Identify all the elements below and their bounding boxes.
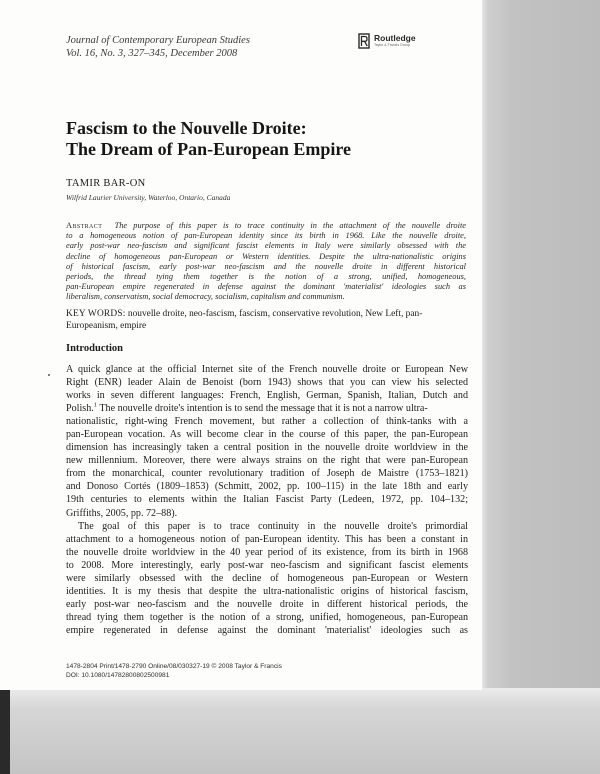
author-name: TAMIR BAR-ON [66,178,146,189]
keywords-text: nouvelle droite, neo-fascism, fascism, conservative revolution, New Left, pan-Europeanism, empire [66,309,423,331]
journal-name: Journal of Contemporary European Studies [66,35,250,46]
abstract-line: pan-European empire regenerated in defense against the dominant 'materialist' ideologies such as [66,282,466,292]
abstract [66,221,466,303]
journal-volume: Vol. 16, No. 3, 327–345, December 2008 [66,48,238,59]
abstract-line: of historical fascism, early post-war neo-fascism and the nouvelle droite in different historical [66,261,466,271]
introduction-body [66,363,468,637]
author-affiliation: Wilfrid Laurier University, Waterloo, Ontario, Canada [66,193,231,202]
title-line-1: Fascism to the Nouvelle Droite: [66,118,307,138]
publisher-name: Routledge [374,33,416,43]
body-line: early post-war neo-fascism and the nouvelle droite in different historical periods, the [66,598,468,610]
title-line-2: The Dream of Pan-European Empire [66,139,352,159]
keywords [66,309,470,332]
body-line: were similarly obsessed with the decline of homogeneous pan-European or Western [66,572,468,584]
footnote-marker[interactable]: 1 [93,401,98,409]
binding-edge [0,680,10,774]
body-line: attachment to a homogeneous notion of pan-European identity. This has been a constant in [66,533,468,545]
abstract-line: early post-war neo-fascism and significant fascist elements in Italy were similarly obsessed with the [66,241,466,251]
body-line: new millennium. Moreover, there were always strains on the right that were pan-European [66,455,468,467]
body-line: nationalistic, right-wing French movement, but rather a collection of think-tanks with a [66,416,468,428]
body-line: identities. It is my thesis that despite the ultra-nationalistic origins of historical fascism, [66,585,468,597]
body-line: and Donoso Cortés (1809–1853) (Schmitt, 2002, pp. 100–115) in the late 18th and early [66,481,468,493]
abstract-line: periods, the thread tying them together is the notion of a strong, unified, homogeneous, [66,272,466,282]
body-line: empire regenerated in defense against the dominant 'materialist' ideologies such as [66,624,468,636]
body-line: works in seven different languages: French, English, German, Spanish, Italian, Dutch and [66,390,468,402]
abstract-line: Abstract The purpose of this paper is to trace continuity in the attachment of the nouvelle droite [66,221,466,230]
section-heading-introduction: Introduction [66,343,123,354]
publication-footer [66,663,282,680]
body-line: Griffiths, 2005, pp. 72–88). [66,507,178,519]
body-line: 19th centuries to elements within the Italian Fascist Party (Ledeen, 1972, pp. 104–132; [66,494,468,506]
scan-shadow-bottom [0,688,600,774]
body-line: the nouvelle droite worldview in the 40 year period of its existence, from its birth in 1968 [66,546,468,558]
doi-line[interactable]: DOI: 10.1080/14782800802500981 [66,671,170,679]
abstract-line: to a homogeneous notion of pan-European identity since its birth in 1968. Like the nouvelle droite, [66,231,466,241]
body-line: thread tying them together is the notion of a strong, unified, homogeneous, pan-European [66,611,468,623]
abstract-line: decline of homogeneous pan-European or Western identities. Despite the ultra-nationalistic origins [66,251,466,261]
journal-citation [66,34,250,60]
body-line: from the monarchical, counter revolutionary tradition of Joseph de Maistre (1753–1821) [66,468,468,480]
body-line: pan-European vocation. As will become clear in the course of this paper, the pan-European [66,429,468,441]
issn-line: 1478-2804 Print/1478-2790 Online/08/030327-19 © 2008 Taylor & Francis [66,663,282,670]
keywords-label: KEY WORDS: [66,309,126,319]
abstract-line: liberalism, conservatism, social democracy, socialism, capitalism and communism. [66,292,345,302]
body-line: A quick glance at the official Internet site of the French nouvelle droite or European New [66,364,468,375]
publisher-tagline: Taylor & Francis Group [374,43,410,47]
routledge-r-logo-icon [358,33,370,49]
body-line: The goal of this paper is to trace continuity in the nouvelle droite's primordial [78,520,468,532]
body-line: Right (ENR) leader Alain de Benoist (born 1943) shows that you can view his selected [66,377,468,389]
article-title [66,118,351,160]
body-line: to 2008. More interestingly, early post-war neo-fascism and significant fascist elements [66,559,468,571]
abstract-label: Abstract [66,221,103,230]
body-line: Polish.$^1$ The nouvelle droite's intention is to send the message that it is not a narrow ultra- [66,401,428,415]
scan-shadow-right [482,0,600,774]
scan-speck [48,374,50,376]
body-line: dimension has increasingly taken a central position in the nouvelle droite worldview in the [66,442,468,454]
